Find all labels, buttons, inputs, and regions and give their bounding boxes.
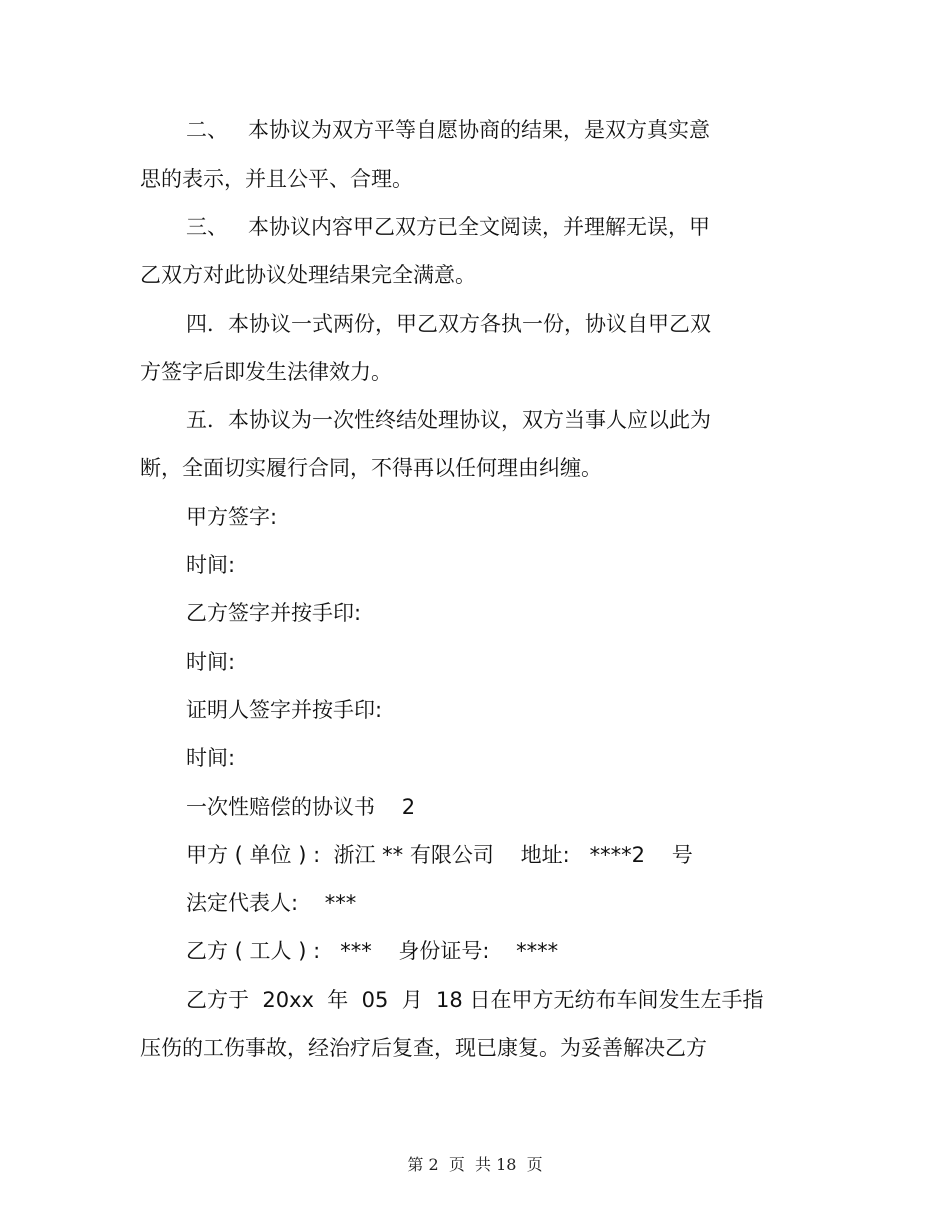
party-b-info-line: 乙方 ( 工人 ) : *** 身份证号: **** <box>186 939 559 963</box>
paragraph-2-line-1: 二、 本协议为双方平等自愿协商的结果，是双方真实意 <box>186 118 711 142</box>
agreement-title-line: 一次性赔偿的协议书 2 <box>186 795 416 819</box>
incident-paragraph-line-2: 压伤的工伤事故，经治疗后复查，现已康复。为妥善解决乙方 <box>140 1036 707 1060</box>
paragraph-2-line-2: 思的表示，并且公平、合理。 <box>140 167 413 191</box>
paragraph-5-line-2: 断，全面切实履行合同，不得再以任何理由纠缠。 <box>140 456 602 480</box>
witness-time-label: 时间: <box>186 746 236 770</box>
party-b-time-label: 时间: <box>186 650 236 674</box>
incident-paragraph-line-1: 乙方于 20xx 年 05 月 18 日在甲方无纺布车间发生左手指 <box>186 988 764 1012</box>
paragraph-4-line-2: 方签字后即发生法律效力。 <box>140 360 392 384</box>
paragraph-3-line-2: 乙双方对此协议处理结果完全满意。 <box>140 263 476 287</box>
paragraph-5-line-1: 五．本协议为一次性终结处理协议，双方当事人应以此为 <box>186 408 711 432</box>
party-b-signature-label: 乙方签字并按手印: <box>186 601 362 625</box>
paragraph-3-line-1: 三、 本协议内容甲乙双方已全文阅读，并理解无误，甲 <box>186 215 711 239</box>
party-a-info-line: 甲方 ( 单位 ) : 浙江 ** 有限公司 地址: ****2 号 <box>186 843 693 867</box>
witness-signature-label: 证明人签字并按手印: <box>186 698 383 722</box>
party-a-time-label: 时间: <box>186 553 236 577</box>
page-number-footer: 第 2 页 共 18 页 <box>407 1155 543 1174</box>
party-a-signature-label: 甲方签字: <box>186 505 278 529</box>
paragraph-4-line-1: 四．本协议一式两份，甲乙双方各执一份，协议自甲乙双 <box>186 312 711 336</box>
legal-representative-line: 法定代表人: *** <box>186 891 357 915</box>
